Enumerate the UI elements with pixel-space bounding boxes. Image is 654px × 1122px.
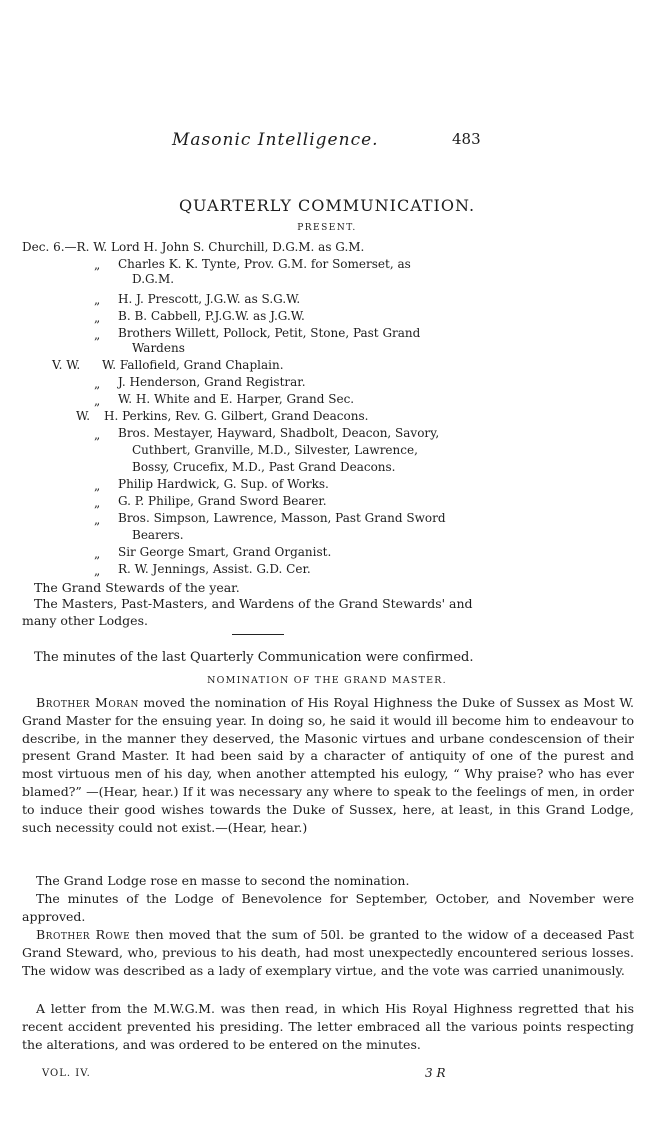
masters-line-continued: many other Lodges. <box>22 613 148 628</box>
paragraph-nomination <box>22 694 634 836</box>
roster-continuation: Cuthbert, Granville, M.D., Silvester, Lawrence, <box>132 443 418 457</box>
section-divider <box>232 634 284 635</box>
roster-text: H. Perkins, Rev. G. Gilbert, Grand Deacons. <box>104 409 369 423</box>
ditto-mark: „ <box>94 564 101 578</box>
running-head <box>0 130 654 152</box>
stewards-line: The Grand Stewards of the year. <box>34 580 240 595</box>
paragraph-text: A letter from the M.W.G.M. was then read, in which His Royal Highness regretted that his recent accident prevented his presiding. The letter embraced all the various points respecting the alterations, and was ordered to be entered on the minutes. <box>22 1001 634 1052</box>
roster-text: Sir George Smart, Grand Organist. <box>118 545 332 559</box>
masters-line: The Masters, Past-Masters, and Wardens of the Grand Stewards' and <box>34 596 473 611</box>
ditto-mark: „ <box>94 513 101 527</box>
ditto-mark: „ <box>94 311 101 325</box>
running-head-title: Masonic Intelligence. <box>172 130 379 150</box>
roster-text: G. P. Philipe, Grand Sword Bearer. <box>118 494 327 508</box>
ditto-mark: „ <box>94 428 101 442</box>
roster-text: R. W. Jennings, Assist. G.D. Cer. <box>118 562 311 576</box>
nomination-heading: NOMINATION OF THE GRAND MASTER. <box>207 675 447 686</box>
ditto-mark: „ <box>94 479 101 493</box>
roster-text: R. W. Lord H. John S. Churchill, D.G.M. as G.M. <box>76 240 365 254</box>
roster-text: J. Henderson, Grand Registrar. <box>118 375 306 389</box>
paragraph-grant <box>22 926 634 979</box>
roster-text: W. H. White and E. Harper, Grand Sec. <box>118 392 355 406</box>
paragraph-letter <box>22 1000 634 1053</box>
signature-mark: 3 R <box>425 1066 446 1080</box>
roster-text: Brothers Willett, Pollock, Petit, Stone, Past Grand <box>118 326 421 340</box>
roster-line <box>22 240 364 254</box>
ditto-mark: „ <box>94 293 101 307</box>
roster-line <box>94 258 100 272</box>
speaker-name: Brother Rowe <box>36 927 131 942</box>
paragraph-text: The minutes of the Lodge of Benevolence for September, October, and November were approved. <box>22 891 634 924</box>
section-title: QUARTERLY COMMUNICATION. <box>178 196 476 215</box>
roster-text: H. J. Prescott, J.G.W. as S.G.W. <box>118 292 301 306</box>
roster-text: Philip Hardwick, G. Sup. of Works. <box>118 477 329 491</box>
roster-continuation: D.G.M. <box>132 272 175 286</box>
ditto-mark: „ <box>94 394 101 408</box>
present-label: PRESENT. <box>297 223 357 233</box>
ditto-mark: „ <box>94 496 101 510</box>
roster-text: W. Fallofield, Grand Chaplain. <box>102 358 284 372</box>
paragraph-text: moved the nomination of His Royal Highness the Duke of Sussex as Most W. Grand Master for the ensuing year. In doing so, he said it would ill become him to endeavour to describe, in the manner they deserved, the Masonic virtues and urbane condescension of their present Grand Master. It had been said by a character of antiquity of one of the purest and most virtuous men of his day, when another attempted his eulogy, “ Why praise? who has ever blamed?” —(Hear, hear.) If it was necessary any where to speak to the feelings of men, in order to induce their good wishes towards the Duke of Sussex, here, at least, in this Grand Lodge, such necessity could not exist.—(Hear, hear.) <box>22 695 634 835</box>
roster-text: Charles K. K. Tynte, Prov. G.M. for Somerset, as <box>118 257 411 271</box>
roster-continuation: Bossy, Crucefix, M.D., Past Grand Deacons. <box>132 460 396 474</box>
paragraph-benevolence <box>22 890 634 926</box>
roster-prefix: Dec. 6.— <box>22 240 77 254</box>
ditto-mark: „ <box>94 328 101 342</box>
ditto-mark: „ <box>94 377 101 391</box>
speaker-name: Brother Moran <box>36 695 139 710</box>
paragraph-text: The Grand Lodge rose en masse to second the nomination. <box>36 873 410 888</box>
roster-text: Bros. Simpson, Lawrence, Masson, Past Grand Sword <box>118 511 446 525</box>
page-number: 483 <box>452 130 481 148</box>
paragraph-second <box>22 872 634 890</box>
minutes-confirmed-line: The minutes of the last Quarterly Communication were confirmed. <box>34 650 474 665</box>
paragraph-text: then moved that the sum of 50l. be granted to the widow of a deceased Past Grand Steward, who, previous to his death, had most unexpectedly encountered serious losses. The widow was described as a lady of exemplary virtue, and the vote was carried unanimously. <box>22 927 634 978</box>
roster-continuation: Bearers. <box>132 528 184 542</box>
ditto-mark: „ <box>94 258 101 272</box>
ditto-mark: „ <box>94 547 101 561</box>
rank-prefix: W. <box>76 409 91 423</box>
roster-continuation: Wardens <box>132 341 185 355</box>
roster-text: Bros. Mestayer, Hayward, Shadbolt, Deacon, Savory, <box>118 426 440 440</box>
rank-prefix: V. W. <box>52 358 81 372</box>
roster-text: B. B. Cabbell, P.J.G.W. as J.G.W. <box>118 309 305 323</box>
volume-number: VOL. IV. <box>42 1068 91 1079</box>
